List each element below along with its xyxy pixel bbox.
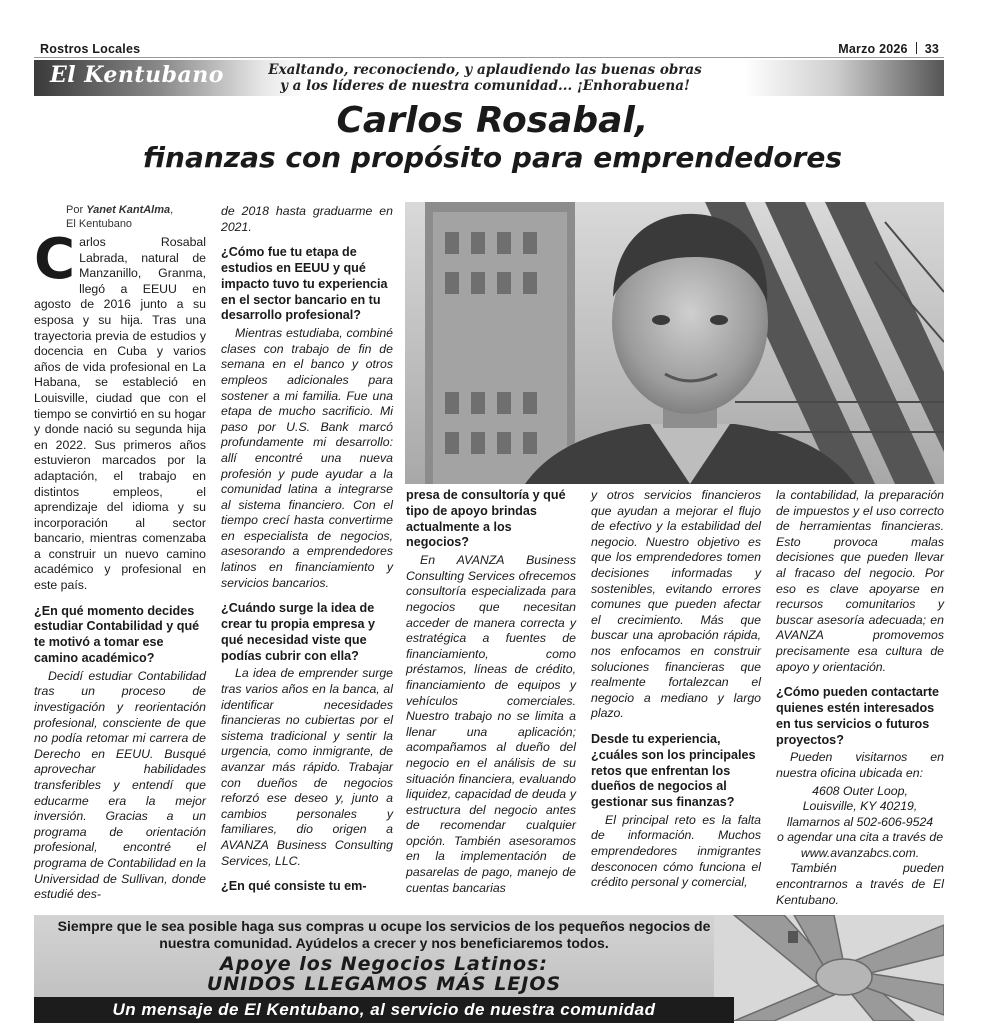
answer-1: Decidí estudiar Contabilidad tras un proceso de investigación y reorientación profesional, consciente de que no podía retomar mi carrera de Derecho en EEUU. Busqué aprovechar habilidades transferibles y entendí que educarme era la mejor inversión. Gracias a un programa de orientación profesional, encontré el programa de Contabilidad en la Universidad de Sullivan, donde estudié des-	[34, 668, 206, 902]
answer-1-continued: de 2018 hasta graduarme en 2021.	[221, 204, 393, 234]
phone-line: llamarnos al 502-606-9524	[786, 814, 934, 829]
answer-4: En AVANZA Business Consulting Services ofrecemos consultoría especializada para negocios que necesitan acceder de manera correcta y estratégica a fuentes de financiamiento, como préstamos, líneas de crédito, financiamiento de equipos y vehículos comerciales. Nuestro trabajo no se limita a llenar una aplicación; acompañamos al dueño del negocio en el análisis de su situación financiera, evaluando liquidez, capacidad de deuda y estructura del negocio antes de recomendar cualquier opción. También asesoramos en la implementación de pasarelas de pago, manejo de cuentas bancarias	[406, 553, 576, 895]
ad-footer-text: Un mensaje de El Kentubano, al servicio de nuestra comunidad	[112, 1000, 656, 1019]
answer-3: La idea de emprender surge tras varios años en la banca, al identificar necesidades financieras no cubiertas por el sistema tradicional y sentir la urgencia, como inmigrante, de avanzar más rápido. Trabajar con dueños de negocios reforzó ese deseo y, junto a cambios personales y familiares, dio origen a AVANZA Business Consulting Services, LLC.	[221, 666, 393, 868]
ad-slogan-line-2: UNIDOS LLEGAMOS MÁS LEJOS	[206, 973, 562, 995]
address-line-1: 4608 Outer Loop,	[812, 783, 908, 798]
question-6: ¿Cómo pueden contactarte quienes estén interesados en tus servicios o futuros proyectos?	[776, 685, 940, 747]
question-1: ¿En qué momento decides estudiar Contabilidad y qué te motivó a tomar ese camino académico?	[34, 603, 200, 666]
ad-slogan	[44, 954, 724, 994]
tagline-line-1: Exaltando, reconociendo, y aplaudiendo las buenas obras	[268, 62, 702, 78]
portrait-photo	[405, 202, 944, 484]
page-number: 33	[924, 42, 939, 56]
section-label: Rostros Locales	[40, 42, 141, 56]
answer-6-intro: Pueden visitarnos en nuestra oficina ubicada en:	[776, 750, 944, 780]
closing-text: También pueden encontrarnos a través de El Kentubano.	[776, 861, 944, 907]
byline-prefix: Por	[66, 204, 84, 216]
article-column-3	[406, 488, 576, 898]
question-4-continued: presa de consultoría y qué tipo de apoyo brindas actualmente a los negocios?	[406, 488, 566, 550]
intro-text: arlos Rosabal Labrada, natural de Manzanillo, Granma, llegó a EEUU en agosto de 2016 junto a su esposa y su hija. Tras una trayectoria previa de estudios y docencia en Cuba y varios años de vida profesional en La Habana, se estableció en Louisville, ciudad que con el tiempo se convirtió en su hogar y donde nació su segunda hija en 2022. Sus primeros años estuvieron marcados por la adaptación, el trabajo en distintos empleos, el aprendizaje del idioma y su incorporación al sector bancario, mientras comenzaba a construir un nuevo camino académico y profesional en este país.	[34, 235, 206, 593]
byline-publication: El Kentubano	[66, 217, 133, 230]
article-column-5	[776, 488, 944, 910]
address-line-2: Louisville, KY 40219,	[802, 799, 918, 814]
byline-separator: ,	[170, 204, 174, 216]
intro-paragraph	[34, 227, 206, 594]
article-subtitle: finanzas con propósito para emprendedores	[142, 141, 843, 174]
author-name: Yanet KantAlma	[86, 204, 171, 216]
ad-slogan-line-1: Apoye los Negocios Latinos:	[220, 953, 548, 975]
publication-logo: El Kentubano	[50, 62, 224, 88]
portrait-illustration	[405, 202, 944, 484]
answer-5-continued: la contabilidad, la preparación de impuestos y el uso correcto de herramientas financieras. Esto provoca malas decisiones que pueden llevar al fracaso del negocio. Por eso es clave apoyarse en recursos comunitarios y buscar asesoría adecuada; en AVANZA promovemos precisamente esa cultura de apoyo y orientación.	[776, 488, 944, 674]
drop-cap: C	[34, 227, 76, 292]
tagline-line-2: y a los líderes de nuestra comunidad... ¡Enhorabuena!	[280, 78, 690, 94]
header-rule	[34, 57, 944, 58]
question-3: ¿Cuándo surge la idea de crear tu propia empresa y qué necesidad viste que podías cubrir con ella?	[221, 601, 375, 663]
byline	[66, 204, 206, 231]
article-column-1	[34, 204, 206, 905]
hands-together-illustration	[714, 915, 944, 1021]
page-info	[838, 42, 939, 56]
answer-4-continued: y otros servicios financieros que ayudan a mejorar el flujo de efectivo y la estabilidad del negocio. Nuestro objetivo es que los emprendedores tomen decisiones informadas y sostenibles, evitando errores comunes que pueden afectar el crecimiento. Más que buscar una aprobación rápida, nos enfocamos en construir soluciones financieras que realmente fortalezcan el negocio a mediano y largo plazo.	[591, 488, 761, 721]
answer-5: El principal reto es la falta de información. Muchos emprendedores inmigrantes desconocen cómo funciona el crédito personal y comercial,	[591, 812, 761, 890]
question-5: Desde tu experiencia, ¿cuáles son los principales retos que enfrentan los dueños de negocios al gestionar sus finanzas?	[591, 731, 756, 810]
article-title: Carlos Rosabal,	[336, 100, 649, 141]
section-tagline	[245, 62, 725, 94]
issue-date: Marzo 2026	[838, 42, 908, 56]
answer-2: Mientras estudiaba, combiné clases con trabajo de fin de semana en el banco y otros empleos adicionales para sostener a mi familia. Fue una etapa de mucho sacrificio. Mi paso por U.S. Bank marcó profundamente mi desarrollo: allí encontré una nueva profesión y pude ayudar a la comunidad latina a integrarse al sistema financiero. Con el tiempo crecí hasta convertirme en especialista de negocios, asesorando a emprendedores latinos en financiamiento y servicios bancarios.	[221, 326, 393, 590]
website-line: o agendar una cita a través de www.avanzabcs.com.	[776, 830, 944, 860]
article-column-4	[591, 488, 761, 893]
question-2: ¿Cómo fue tu etapa de estudios en EEUU y qué impacto tuvo tu experiencia en el sector bancario en tu desarrollo profesional?	[221, 245, 388, 323]
article-column-2	[221, 204, 393, 897]
question-4: ¿En qué consiste tu em-	[221, 879, 367, 894]
hands-icon	[714, 915, 944, 1021]
divider	[916, 42, 917, 54]
ad-message: Siempre que le sea posible haga sus compras u ocupe los servicios de los pequeños negocios de nuestra comunidad. Ayúdelos a crecer y nos beneficiaremos todos.	[57, 918, 711, 951]
